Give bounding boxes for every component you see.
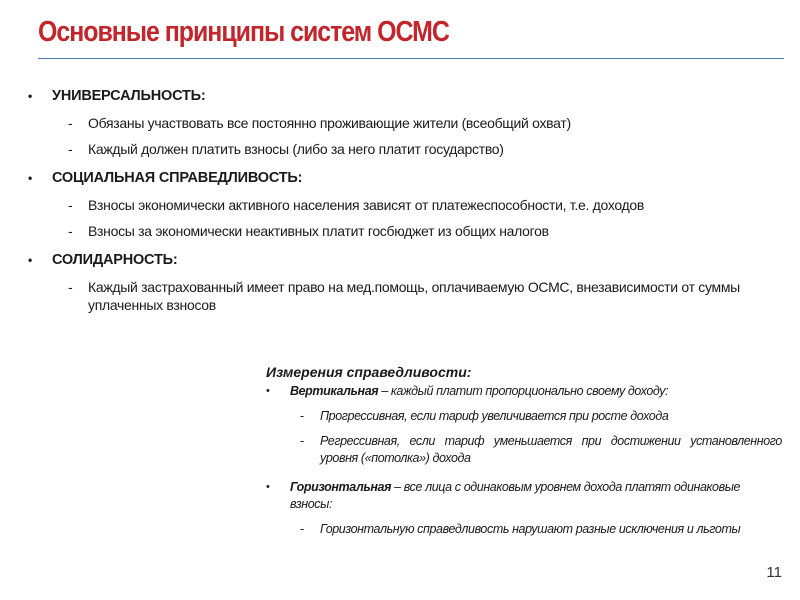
- principles-list: [0, 84, 800, 322]
- section-social-fairness: [0, 166, 800, 240]
- section-heading-text: СОЦИАЛЬНАЯ СПРАВЕДЛИВОСТЬ:: [52, 170, 303, 186]
- list-item-text: Горизонтальную справедливость нарушают разные исключения и льготы: [320, 522, 741, 536]
- list-item: [0, 140, 800, 158]
- fairness-dimensions-box: [262, 363, 782, 538]
- title-divider: [38, 58, 784, 59]
- horizontal-fairness-item: [262, 479, 782, 513]
- section-heading: [0, 166, 800, 190]
- dash-icon: -: [300, 522, 304, 536]
- list-item: [0, 222, 800, 240]
- list-item: [0, 114, 800, 132]
- dash-icon: -: [68, 115, 73, 131]
- list-item: [262, 433, 782, 467]
- dash-icon: -: [300, 409, 304, 423]
- dash-icon: -: [68, 141, 73, 157]
- bullet-icon: •: [28, 89, 33, 103]
- section-heading: [0, 248, 800, 272]
- list-item-text: Регрессивная, если тариф уменьшается при достижении установленного уровня («потолка») дохода: [320, 434, 782, 465]
- vertical-fairness-item: [262, 383, 782, 400]
- bullet-icon: •: [28, 253, 33, 267]
- vertical-text: – каждый платит пропорционально своему доходу:: [378, 384, 669, 398]
- slide-title: Основные принципы систем ОСМС: [38, 16, 449, 48]
- bullet-icon: •: [28, 171, 33, 185]
- list-item-text: Прогрессивная, если тариф увеличивается при росте дохода: [320, 409, 669, 423]
- list-item-text: Обязаны участвовать все постоянно проживающие жители (всеобщий охват): [88, 115, 571, 131]
- section-solidarity: [0, 248, 800, 314]
- list-item-text: Каждый застрахованный имеет право на мед.помощь, оплачиваемую ОСМС, внезависимости от суммы уплаченных взносов: [88, 279, 740, 313]
- section-heading: [0, 84, 800, 108]
- dash-icon: -: [68, 223, 73, 239]
- dash-icon: -: [68, 197, 73, 213]
- list-item: [262, 521, 782, 538]
- section-heading-text: УНИВЕРСАЛЬНОСТЬ:: [52, 88, 206, 104]
- dash-icon: -: [68, 279, 73, 295]
- list-item: [0, 278, 800, 314]
- list-item: [262, 408, 782, 425]
- list-item-text: Взносы экономически активного населения зависят от платежеспособности, т.е. доходов: [88, 197, 645, 213]
- dash-icon: -: [300, 434, 304, 448]
- list-item: [0, 196, 800, 214]
- horizontal-text: – все лица с одинаковым уровнем дохода платят одинаковые взносы:: [290, 480, 741, 511]
- horizontal-term: Горизонтальная: [290, 480, 392, 494]
- fairness-box-title: Измерения справедливости:: [266, 364, 472, 380]
- vertical-term: Вертикальная: [290, 384, 379, 398]
- list-item-text: Взносы за экономически неактивных платит госбюджет из общих налогов: [88, 223, 549, 239]
- bullet-icon: •: [266, 385, 270, 397]
- page-number: 11: [766, 564, 782, 581]
- list-item-text: Каждый должен платить взносы (либо за него платит государство): [88, 141, 504, 157]
- section-universality: [0, 84, 800, 158]
- bullet-icon: •: [266, 481, 270, 493]
- section-heading-text: СОЛИДАРНОСТЬ:: [52, 252, 178, 268]
